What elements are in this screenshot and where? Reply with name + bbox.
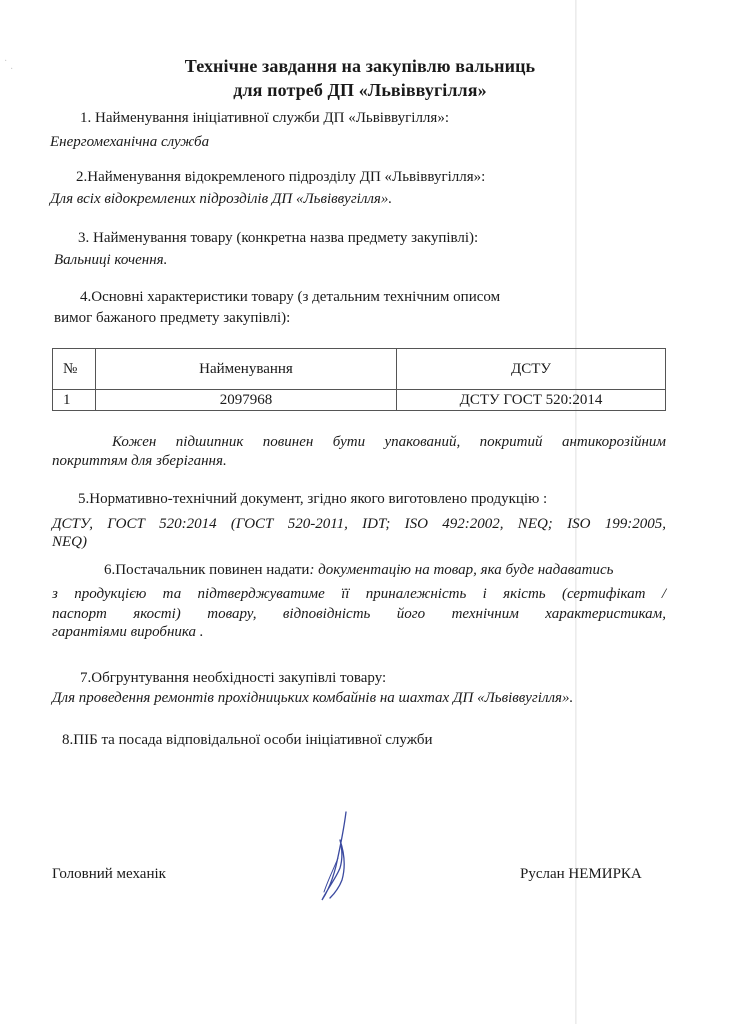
document-title-line1: Технічне завдання на закупівлю вальниць [184, 56, 536, 76]
packing-note-line2: покриттям для зберігання. [52, 453, 227, 469]
scan-dust-mark: · [4, 56, 8, 67]
section-8-heading: 8.ПІБ та посада відповідальної особи ініціативної служби [62, 732, 433, 748]
section-4-heading-line1: 4.Основні характеристики товару (з детальним технічним описом [80, 289, 501, 305]
signatory-position: Головний механік [52, 866, 166, 882]
table-cell: ДСТУ ГОСТ 520:2014 [397, 390, 666, 411]
section-4-heading-line2: вимог бажаного предмету закупівлі): [54, 310, 291, 326]
table-row [53, 390, 666, 411]
specification-table [52, 348, 666, 411]
section-5-value-line1: ДСТУ, ГОСТ 520:2014 (ГОСТ 520-2011, IDT; ISO 492:2002, NEQ; ISO 199:2005, [52, 516, 666, 532]
section-6-line1 [104, 562, 613, 579]
handwritten-signature [310, 808, 370, 908]
table-header-cell: Найменування [96, 349, 397, 390]
section-6-value-start: : документацію на товар, яка буде надаватись [309, 562, 614, 578]
section-5-value-line2: NEQ) [52, 534, 87, 550]
section-6-value-line4: гарантіями виробника . [52, 624, 204, 640]
section-1-heading: 1. Найменування ініціативної служби ДП «Львіввугілля»: [80, 110, 449, 126]
section-7-value: Для проведення ремонтів прохідницьких комбайнів на шахтах ДП «Львіввугілля». [52, 690, 574, 706]
table-header-cell: ДСТУ [397, 349, 666, 390]
scan-dust-mark: · [10, 64, 14, 75]
table-header-cell: № [53, 349, 96, 390]
signatory-name: Руслан НЕМИРКА [520, 866, 642, 882]
section-3-heading: 3. Найменування товару (конкретна назва предмету закупівлі): [78, 230, 479, 246]
section-1-value: Енергомеханічна служба [50, 134, 210, 150]
section-7-heading: 7.Обгрунтування необхідності закупівлі товару: [80, 670, 387, 686]
section-3-value: Вальниці кочення. [54, 252, 168, 268]
document-title-line2: для потреб ДП «Львіввугілля» [233, 80, 487, 100]
section-2-heading: 2.Найменування відокремленого підрозділу ДП «Львіввугілля»: [76, 169, 486, 185]
section-6-value-line3: паспорт якості) товару, відповідність його технічним характеристикам, [52, 606, 666, 622]
section-5-heading: 5.Нормативно-технічний документ, згідно якого виготовлено продукцію : [78, 491, 548, 507]
section-2-value: Для всіх відокремлених підрозділів ДП «Львіввугілля». [50, 191, 393, 207]
table-cell: 2097968 [96, 390, 397, 411]
packing-note-line1: Кожен підшипник повинен бути упакований, покритий антикорозійним [112, 434, 666, 450]
section-6-value-line2: з продукцією та підтверджуватиме її приналежність і якість (сертифікат / [52, 586, 666, 602]
section-6-heading: 6.Постачальник повинен надати [104, 562, 310, 578]
table-header-row [53, 349, 666, 390]
table-cell: 1 [53, 390, 96, 411]
